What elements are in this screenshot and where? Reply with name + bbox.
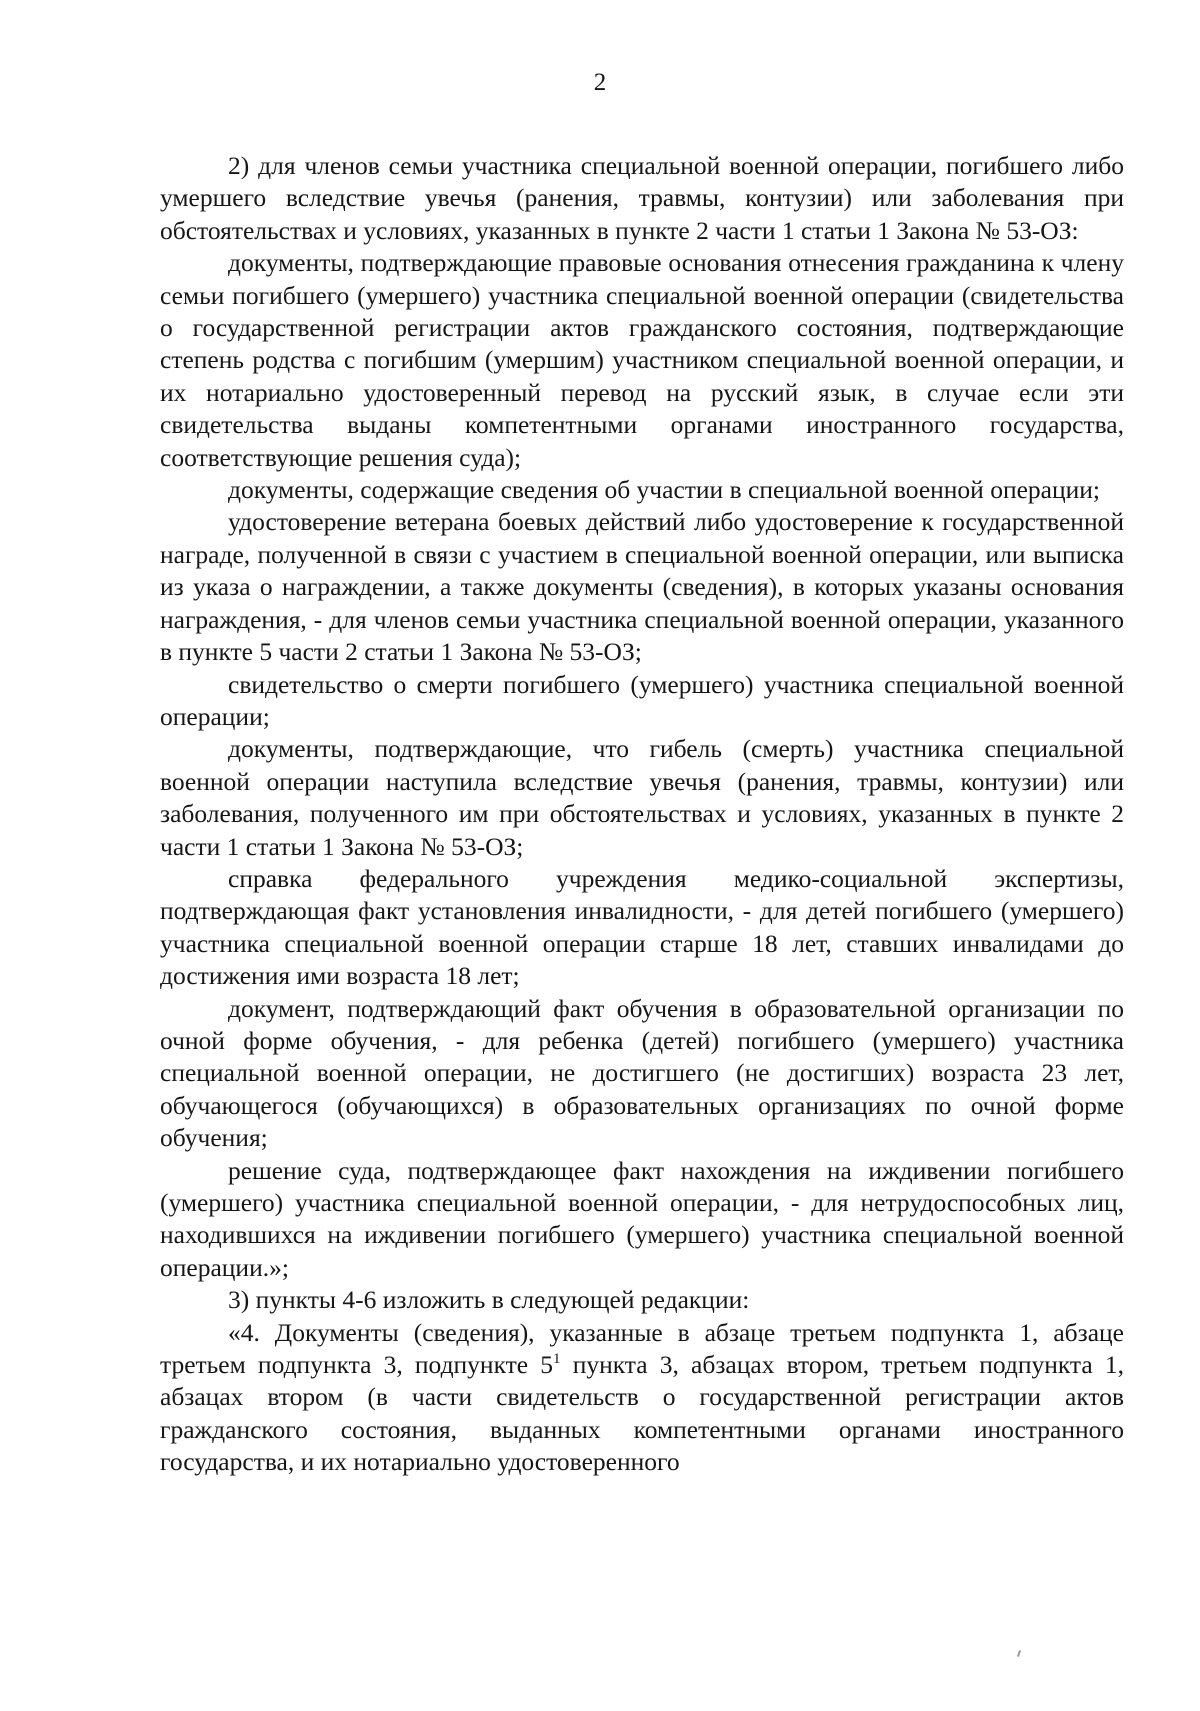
paragraph: документы, подтверждающие правовые основания отнесения гражданина к члену семьи погибшего (умершего) участника специальной военной операции (свидетельства о государственной регистрации актов гражданского состояния, подтверждающие степень родства с погибшим (умершим) участником специальной военной операции, и их нотариально удостоверенный перевод на русский язык, в случае если эти свидетельства выданы компетентными органами иностранного государства, соответствующие решения суда); [160, 248, 1124, 472]
paragraph-text-before-superscript: «4. Документы (сведения), указанные в абзаце третьем подпункта 1, абзаце третьем подпункта 3, подпункте 5 [160, 1317, 1124, 1380]
superscript-number: 1 [553, 1351, 561, 1368]
page-number: 2 [593, 69, 607, 96]
paragraph-last [160, 1317, 1124, 1479]
paragraph: документы, подтверждающие, что гибель (смерть) участника специальной военной операции наступила вследствие увечья (ранения, травмы, контузии) или заболевания, полученного им при обстоятельствах и условиях, указанных в пункте 2 части 1 статьи 1 Закона № 53-ОЗ; [160, 734, 1124, 861]
paragraph-text-after-superscript: пункта 3, абзацах втором, третьем подпункта 1, абзацах втором (в части свидетельств о государственной регистрации актов гражданского состояния, выданных компетентными органами иностранного государства, и их нотариально удостоверенного [160, 1350, 1125, 1477]
scan-speck-mark [1017, 1650, 1021, 1657]
paragraph: документ, подтверждающий факт обучения в образовательной организации по очной форме обучения, - для ребенка (детей) погибшего (умершего) участника специальной военной операции, не достигшего (не достигших) возраста 23 лет, обучающегося (обучающихся) в образовательных организациях по очной форме обучения; [160, 993, 1124, 1153]
paragraph: удостоверение ветерана боевых действий либо удостоверение к государственной награде, полученной в связи с участием в специальной военной операции, или выписка из указа о награждении, а также документы (сведения), в которых указаны основания награждения, - для членов семьи участника специальной военной операции, указанного в пункте 5 части 2 статьи 1 Закона № 53-ОЗ; [160, 507, 1124, 667]
paragraph: решение суда, подтверждающее факт нахождения на иждивении погибшего (умершего) участника специальной военной операции, - для нетрудоспособных лиц, находившихся на иждивении погибшего (умершего) участника специальной военной операции.»; [160, 1155, 1124, 1282]
paragraph: справка федерального учреждения медико-социальной экспертизы, подтверждающая факт установления инвалидности, - для детей погибшего (умершего) участника специальной военной операции старше 18 лет, ставших инвалидами до достижения ими возраста 18 лет; [160, 863, 1124, 991]
paragraph: документы, содержащие сведения об участии в специальной военной операции; [228, 475, 1101, 505]
paragraph: 2) для членов семьи участника специальной военной операции, погибшего либо умершего вследствие увечья (ранения, травмы, контузии) или заболевания при обстоятельствах и условиях, указанных в пункте 2 части 1 статьи 1 Закона № 53-ОЗ: [160, 151, 1124, 245]
paragraph: свидетельство о смерти погибшего (умершего) участника специальной военной операции; [160, 669, 1124, 731]
document-body [160, 150, 1124, 1479]
paragraph: 3) пункты 4-6 изложить в следующей редакции: [228, 1285, 750, 1315]
